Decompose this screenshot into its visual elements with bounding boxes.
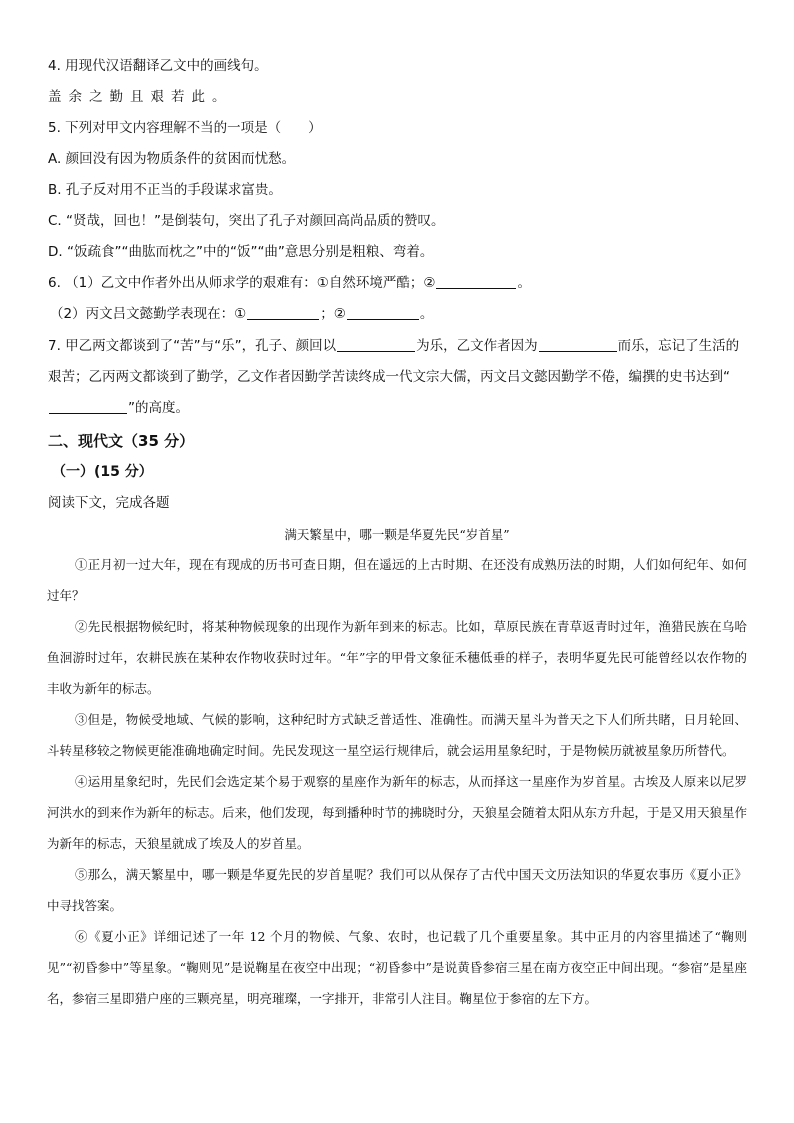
article-paragraph: ③但是，物候受地域、气候的影响，这种纪时方式缺乏普适性、准确性。而满天星斗为普天之下人们所共睹，日月轮回、斗转星移较之物候更能准确地确定时间。先民发现这一星空运行规律后，就会运用星象纪时，于是物候历就被星象历所替代。: [47, 712, 747, 758]
q7-seg2: 为乐，乙文作者因为: [416, 338, 538, 354]
article-paragraph: ④运用星象纪时，先民们会选定某个易于观察的星座作为新年的标志，从而择这一星座作为岁首星。古埃及人原来以尼罗河洪水的到来作为新年的标志。后来，他们发现，每到播种时节的拂晓时分，天狼星会随着太阳从东方升起，于是又用天狼星作为新年的标志，天狼星就成了埃及人的岁首星。: [47, 774, 748, 851]
q7-seg4: ”的高度。: [128, 400, 189, 416]
punct: 。: [517, 275, 531, 291]
char: 余: [68, 89, 82, 105]
q6-part2-text: （2）丙文吕文懿勤学表现在：①: [50, 306, 247, 322]
char: 勤: [109, 89, 123, 105]
article-body: [47, 549, 747, 1014]
char: 此: [191, 89, 205, 105]
reading-instruction: 阅读下文，完成各题: [48, 495, 170, 511]
q6-part2: [50, 304, 433, 324]
article-paragraph: ②先民根据物候纪时，将某种物候现象的出现作为新年到来的标志。比如，草原民族在青草返青时过年，渔猎民族在乌哈鱼洄游时过年，农耕民族在某种农作物收获时过年。“年”字的甲骨文象征禾穗低垂的样子，表明华夏先民可能曾经以农作物的丰收为新年的标志。: [47, 619, 747, 696]
answer-blank[interactable]: [347, 305, 419, 320]
q7-seg1: 7. 甲乙两文都谈到了“苦”与“乐”，孔子、颜回以: [48, 338, 337, 354]
subsection-heading: （一）(15 分）: [52, 464, 153, 480]
q6-part1-text: 6. （1）乙文中作者外出从师求学的艰难有：①自然环境严酷；②: [48, 275, 436, 291]
punct: 。: [419, 306, 434, 322]
char: 盖: [48, 89, 62, 105]
q5-option-b: B. 孔子反对用不正当的手段谋求富贵。: [48, 182, 282, 198]
q5-stem: 5. 下列对甲文内容理解不当的一项是（ ）: [48, 120, 322, 136]
article-paragraph: ⑥《夏小正》详细记述了一年 12 个月的物候、气象、农时，也记载了几个重要星象。其中正月的内容里描述了“鞠则见”“初昏参中”等星象。“鞠则见”是说鞠星在夜空中出现；“初昏参中”是说黄昏参宿三星在南方夜空正中间出现。“参宿”是星座名，参宿三星即猎户座的三颗亮星，明亮璀璨，一字排开，非常引人注目。鞠星位于参宿的左下方。: [47, 929, 747, 1006]
answer-blank[interactable]: [337, 337, 415, 352]
q4-stem: 4. 用现代汉语翻译乙文中的画线句。: [48, 58, 268, 74]
char: 。: [212, 89, 226, 105]
section-heading: 二、现代文（35 分）: [48, 432, 195, 450]
article-title: 满天繁星中，哪一颗是华夏先民“岁首星”: [284, 527, 510, 542]
answer-blank[interactable]: [539, 337, 617, 352]
char: 且: [130, 89, 144, 105]
q6-part1: [48, 273, 531, 293]
q4-sentence: [48, 87, 233, 107]
q5-option-c: C. “贤哉，回也！”是倒装句，突出了孔子对颜回高尚品质的赞叹。: [48, 213, 445, 229]
q7-seg3: 而乐，忘记了生活的艰苦；乙丙两文都谈到了勤学，乙文作者因勤学苦读终成一代文宗大儒，丙文吕文懿因勤学不倦，编撰的史书达到“: [48, 338, 740, 385]
char: 之: [89, 89, 103, 105]
q5-option-a: A. 颜回没有因为物质条件的贫困而忧愁。: [48, 151, 296, 167]
char: 若: [171, 89, 185, 105]
answer-blank[interactable]: [49, 399, 127, 414]
q5-option-d: D. “饭疏食”“曲肱而枕之”中的“饭”“曲”意思分别是粗粮、弯着。: [48, 244, 434, 260]
answer-blank[interactable]: [247, 305, 319, 320]
answer-blank[interactable]: [436, 274, 516, 289]
article-paragraph: ①正月初一过大年，现在有现成的历书可查日期，但在遥远的上古时期、在还没有成熟历法的时期，人们如何纪年、如何过年？: [47, 557, 747, 603]
article-paragraph: ⑤那么，满天繁星中，哪一颗是华夏先民的岁首星呢？我们可以从保存了古代中国天文历法知识的华夏农事历《夏小正》中寻找答案。: [47, 867, 747, 913]
q7-text: [48, 331, 748, 424]
char: 艰: [150, 89, 164, 105]
q6-part2-sep: ；②: [320, 306, 346, 322]
